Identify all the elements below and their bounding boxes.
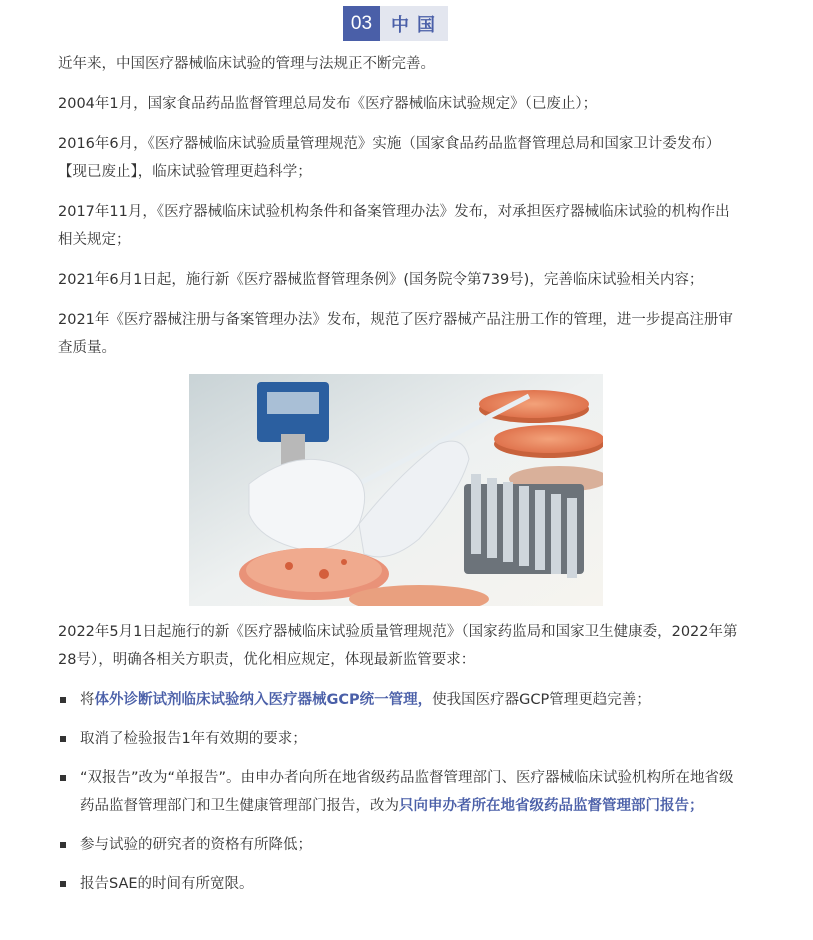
highlight-text: 只向申办者所在地省级药品监督管理部门报告；: [399, 798, 704, 814]
paragraph: 2016年6月，《医疗器械临床试验质量管理规范》实施（国家食品药品监督管理总局和国家卫计委发布）【现已废止】，临床试验管理更趋科学；: [58, 136, 721, 180]
paragraph: 2017年11月，《医疗器械临床试验机构条件和备案管理办法》发布，对承担医疗器械临床试验的机构作出相关规定；: [58, 204, 730, 248]
list-item: 将体外诊断试剂临床试验纳入医疗器械GCP统一管理，使我国医疗器GCP管理更趋完善；: [58, 686, 738, 714]
bullet-square-icon: [60, 697, 66, 703]
bullet-square-icon: [60, 842, 66, 848]
highlight-text: 体外诊断试剂临床试验纳入医疗器械GCP统一管理，: [94, 692, 433, 708]
article-body: [58, 50, 738, 909]
list-item: “双报告”改为“单报告”。由申办者向所在地省级药品监督管理部门、医疗器械临床试验机构所在地省级药品监督管理部门和卫生健康管理部门报告，改为只向申办者所在地省级药品监督管理部门报告；: [58, 764, 738, 820]
bullet-square-icon: [60, 775, 66, 781]
paragraph: 2021年6月1日起，施行新《医疗器械监督管理条例》(国务院令第739号)，完善临床试验相关内容；: [58, 272, 704, 288]
section-header: [343, 6, 448, 41]
lab-petri-dish-photo-icon: [189, 374, 603, 606]
list-item: 参与试验的研究者的资格有所降低；: [58, 831, 738, 859]
bullet-square-icon: [60, 736, 66, 742]
section-title: 中国: [380, 6, 448, 41]
list-item: 取消了检验报告1年有效期的要求；: [58, 725, 738, 753]
bullet-square-icon: [60, 881, 66, 887]
paragraph: 2004年1月，国家食品药品监督管理总局发布《医疗器械临床试验规定》（已废止）；: [58, 96, 598, 112]
lab-photo: [189, 374, 603, 606]
paragraph-2022-intro: 2022年5月1日起施行的新《医疗器械临床试验质量管理规范》（国家药监局和国家卫生健康委，2022年第28号），明确各相关方职责，优化相应规定，体现最新监管要求：: [58, 624, 738, 668]
section-number: 03: [343, 6, 380, 41]
paragraph: 2021年《医疗器械注册与备案管理办法》发布，规范了医疗器械产品注册工作的管理，进一步提高注册审查质量。: [58, 312, 733, 356]
list-item: 报告SAE的时间有所宽限。: [58, 870, 738, 898]
requirements-list: [58, 686, 738, 898]
paragraph: 近年来，中国医疗器械临床试验的管理与法规正不断完善。: [58, 56, 435, 72]
